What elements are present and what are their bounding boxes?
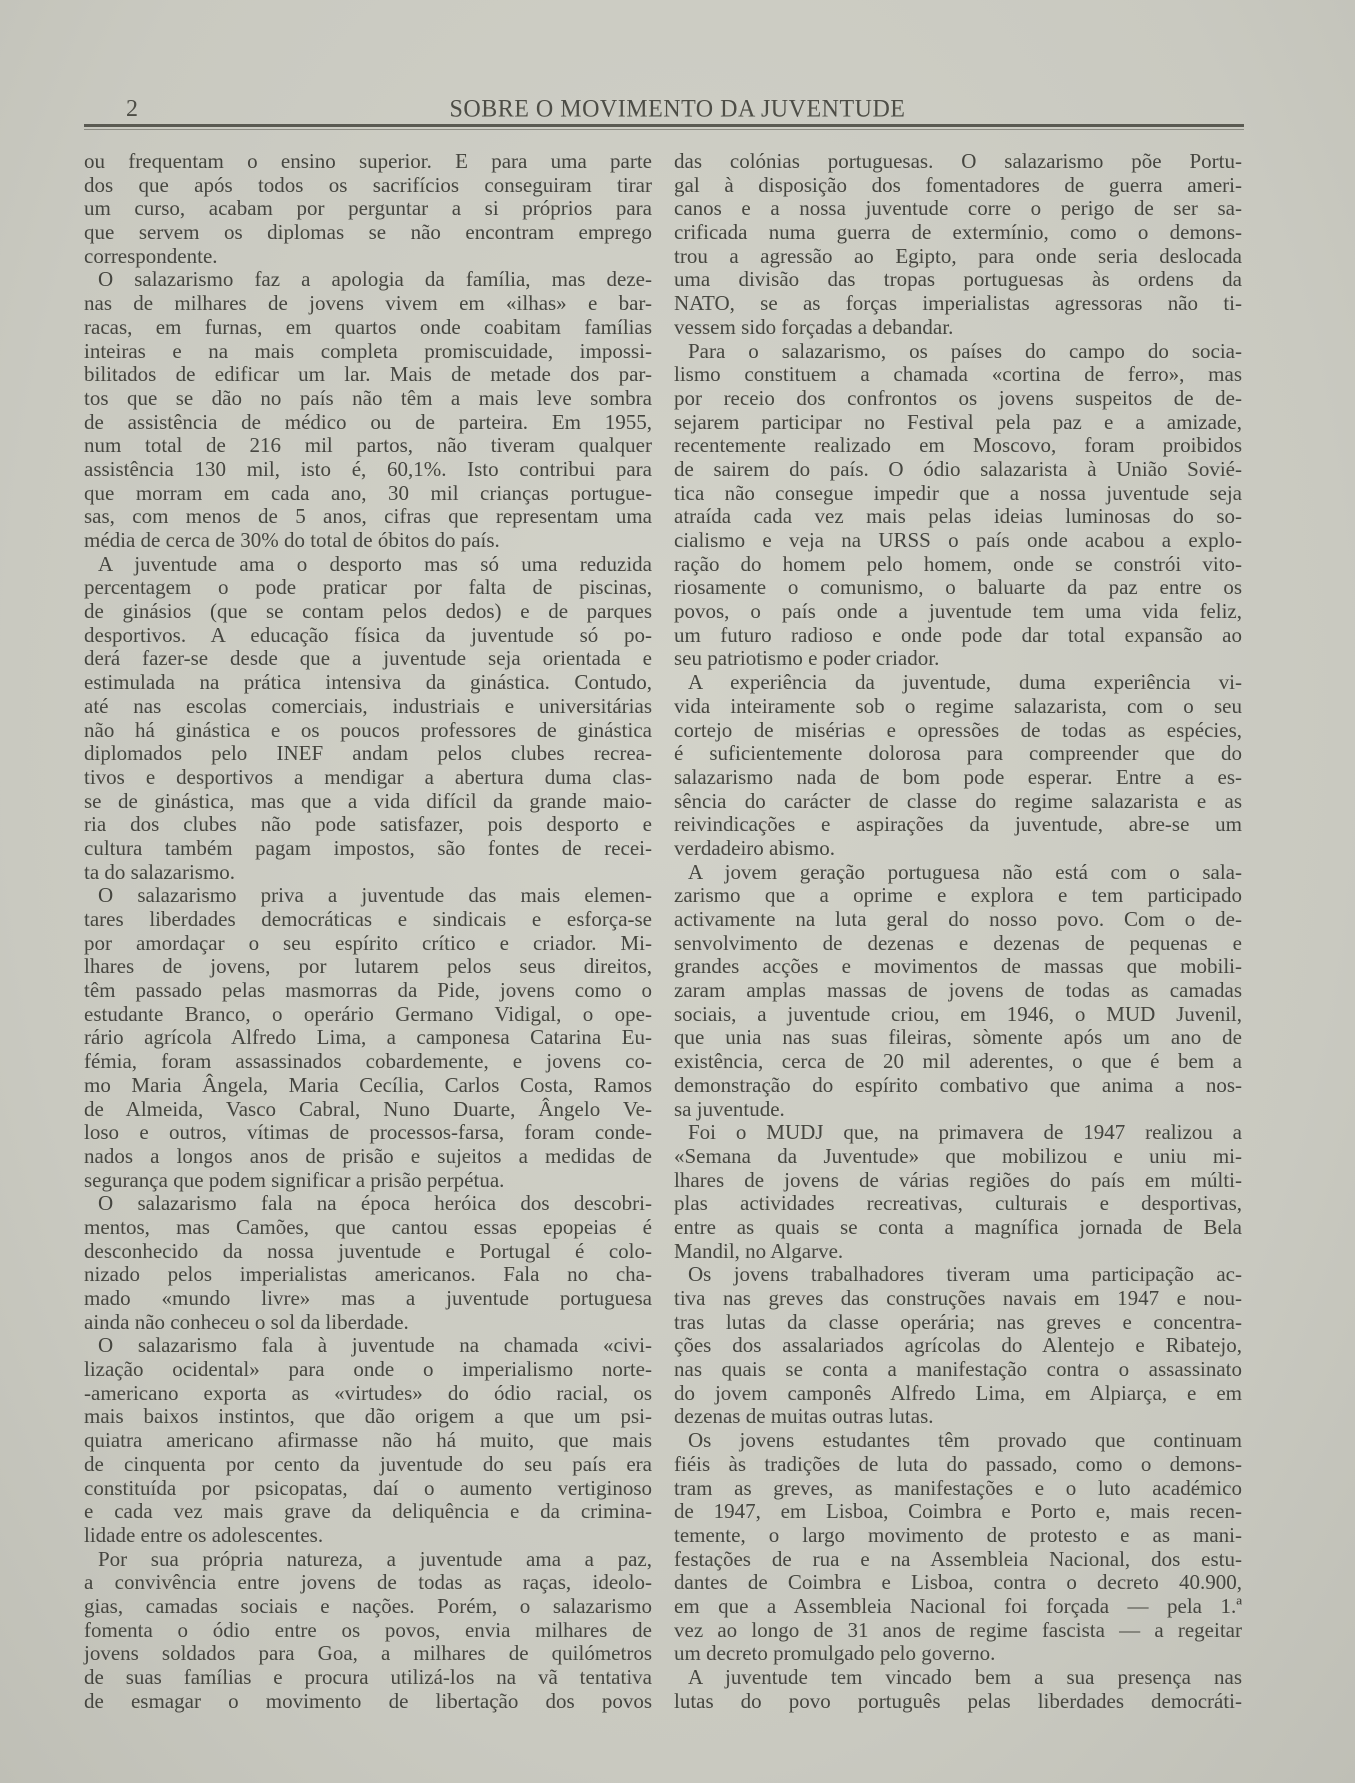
text-line: fomenta o ódio entre os povos, envia milhares de [84,1617,652,1642]
text-line: de 1947, em Lisboa, Coimbra e Porto e, mais recen- [674,1499,1242,1524]
text-line: nizado pelos imperialistas americanos. Fala no cha- [84,1262,652,1287]
page-title: SOBRE O MOVIMENTO DA JUVENTUDE [449,95,906,123]
text-line: «Semana da Juventude» que mobilizou e uniu mi- [674,1143,1242,1168]
text-line: A juventude ama o desporto mas só uma reduzida [98,551,652,576]
text-line: num total de 216 mil partos, não tiveram qualquer [84,433,652,458]
text-line: fiéis às tradições de luta do passado, como o demons- [674,1451,1242,1476]
paragraph [84,1548,652,1714]
text-line: mais baixos instintos, que dão origem a que um psi- [84,1404,652,1429]
text-line: gal à disposição dos fomentadores de guerra ameri- [674,172,1242,197]
header-rule-thin [84,129,1244,130]
paragraph [674,1666,1242,1713]
text-line: cialismo e veja na URSS o país onde acabou a explo- [674,528,1242,552]
paragraph [84,553,652,885]
text-line: bilitados de edificar um lar. Mais de metade dos par- [84,362,652,387]
text-line: O salazarismo priva a juventude das mais elemen- [98,883,652,908]
text-line: O salazarismo fala à juventude na chamada «civi- [98,1333,652,1358]
text-line: sociais, a juventude criou, em 1946, o MUD Juvenil, [674,1001,1242,1026]
text-line: rário agrícola Alfredo Lima, a camponesa Catarina Eu- [84,1025,652,1050]
text-line: de suas famílias e procura utilizá-los na vã tentativa [84,1665,652,1689]
text-line: crificada numa guerra de extermínio, como o demons- [674,220,1242,245]
text-line: tos que se dão no país não têm a mais leve sombra [84,385,652,410]
text-line: desconhecido da nossa juventude e Portugal é colo- [84,1238,652,1263]
paragraph [674,671,1242,861]
text-line: mo Maria Ângela, Maria Cecília, Carlos Costa, Ramos [84,1072,652,1097]
text-line: NATO, se as forças imperialistas agressoras não ti- [674,291,1242,316]
text-line: nas quais se conta a manifestação contra o assassinato [674,1357,1242,1382]
text-line: plas actividades recreativas, culturais e desportivas, [674,1191,1242,1216]
text-line: reivindicações e aspirações da juventude, abre-se um [674,812,1242,837]
text-line: senvolvimento de dezenas e dezenas de pequenas e [674,930,1242,955]
text-line: que unia nas suas fileiras, sòmente após um ano de [674,1025,1242,1050]
paragraph [674,1429,1242,1666]
text-line: activamente na luta geral do nosso povo. Com o de- [674,907,1242,931]
text-line: recentemente realizado em Moscovo, foram proibidos [674,433,1242,458]
text-line: jovens soldados para Goa, a milhares de quilómetros [84,1641,652,1666]
text-line: média de cerca de 30% do total de óbitos do país. [84,528,500,552]
text-line: sas, com menos de 5 anos, cifras que representam uma [84,504,652,529]
text-line: percentagem o pode praticar por falta de piscinas, [84,575,652,600]
text-line: ria dos clubes não pode satisfazer, pois desporto e [84,812,652,837]
text-line: tram as greves, as manifestações e o luto académico [674,1475,1242,1500]
text-line: demonstração do espírito combativo que anima a nos- [674,1072,1242,1097]
text-line: grandes acções e movimentos de massas que mobili- [674,954,1242,979]
text-line: que servem os diplomas se não encontram emprego [84,220,652,245]
text-line: não há ginástica e os poucos professores de ginástica [84,717,652,742]
paragraph [674,150,1242,340]
text-line: uma divisão das tropas portuguesas às ordens da [674,267,1242,292]
text-line: existência, cerca de 20 mil aderentes, o que é bem a [674,1049,1242,1074]
header-rule [84,124,1244,127]
paragraph [674,861,1242,1122]
text-line: seu patriotismo e poder criador. [674,646,940,671]
text-line: ainda não conheceu o sol da liberdade. [84,1309,409,1334]
text-line: lização ocidental» para onde o imperialismo norte- [84,1357,652,1382]
text-line: A juventude tem vincado bem a sua presença nas [688,1665,1242,1689]
text-line: dezenas de muitas outras lutas. [674,1404,934,1429]
text-line: um futuro radioso e onde pode dar total expansão ao [674,622,1242,647]
text-line: dos que após todos os sacrifícios conseguiram tirar [84,172,652,197]
text-line: salazarismo nada de bom pode esperar. Entre a es- [674,764,1242,789]
text-line: Mandil, no Algarve. [674,1238,844,1263]
text-line: de Almeida, Vasco Cabral, Nuno Duarte, Ângelo Ve- [84,1096,652,1121]
text-line: verdadeiro abismo. [674,835,835,860]
text-line: cortejo de misérias e opressões de todas as espécies, [674,717,1242,742]
text-line: trou a agressão ao Egipto, para onde seria deslocada [674,243,1242,268]
text-line: tares liberdades democráticas e sindicais e esforça-se [84,907,652,931]
text-line: fémia, foram assassinados cobardemente, e jovens co- [84,1049,652,1074]
text-line: estudante Branco, o operário Germano Vidigal, o ope- [84,1001,652,1026]
text-line: constituída por psicopatas, daí o aumento vertiginoso [84,1475,652,1500]
paragraph [84,1334,652,1547]
text-line: lidade entre os adolescentes. [84,1522,324,1547]
text-line: sa juventude. [674,1096,785,1121]
text-line: vida inteiramente sob o regime salazarista, com o seu [674,693,1242,718]
text-line: vez ao longo de 31 anos de regime fascista — a regeitar [674,1617,1242,1642]
text-line: ta do salazarismo. [84,859,236,884]
text-line: loso e outros, vítimas de processos-farsa, foram conde- [84,1120,652,1145]
text-line: vessem sido forçadas a debandar. [674,314,954,339]
page-number: 2 [126,96,138,122]
text-line: das colónias portuguesas. O salazarismo põe Portu- [674,149,1242,173]
text-line: de sairem do país. O ódio salazarista à União Sovié- [674,456,1242,481]
text-line: temente, o largo movimento de protesto e as mani- [674,1522,1242,1547]
text-line: -americano exporta as «virtudes» do ódio racial, os [84,1380,652,1405]
paragraph [84,884,652,1192]
text-line: lismo constituem a chamada «cortina de ferro», mas [674,362,1242,387]
text-line: tiva nas greves das construções navais em 1947 e nou- [674,1286,1242,1310]
text-line: riosamente o comunismo, o baluarte da paz entre os [674,575,1242,600]
text-line: ração do homem pelo homem, onde se constrói vito- [674,551,1242,576]
text-line: assistência 130 mil, isto é, 60,1%. Isto contribui para [84,456,652,481]
text-line: correspondente. [84,243,218,268]
text-line: cultura também pagam impostos, são fontes de recei- [84,835,652,860]
text-line: Para o salazarismo, os países do campo do socia- [688,338,1242,363]
text-line: derá fazer-se desde que a juventude seja orientada e [84,646,652,671]
text-line: atraída cada vez mais pelas ideias luminosas do so- [674,504,1242,529]
text-line: A experiência da juventude, duma experiência vi- [688,670,1242,695]
text-line: nados a longos anos de prisão e sujeitos a medidas de [84,1143,652,1168]
text-line: festações de rua e na Assembleia Nacional, dos estu- [674,1546,1242,1571]
text-line: tica não consegue impedir que a nossa juventude seja [674,480,1242,505]
text-line: a convivência entre jovens de todas as raças, ideolo- [84,1570,652,1595]
text-line: de cinquenta por cento da juventude do seu país era [84,1451,652,1476]
text-line: Por sua própria natureza, a juventude ama a paz, [98,1546,652,1571]
text-line: O salazarismo fala na época heróica dos descobri- [98,1191,652,1216]
text-line: e cada vez mais grave da deliquência e da crimina- [84,1499,652,1524]
text-line: canos e a nossa juventude corre o perigo de ser sa- [674,196,1242,221]
paragraph [674,1121,1242,1263]
text-line: Foi o MUDJ que, na primavera de 1947 realizou a [688,1120,1242,1145]
text-line: lhares de jovens, por lutarem pelos seus direitos, [84,954,652,979]
text-line: tras lutas da classe operária; nas greves e concentra- [674,1309,1242,1334]
text-line: de ginásios (que se contam pelos dedos) e de parques [84,599,652,624]
left-text-column [84,150,652,1713]
text-line: dantes de Coimbra e Lisboa, contra o decreto 40.900, [674,1570,1242,1595]
text-line: Os jovens estudantes têm provado que continuam [688,1428,1242,1453]
text-line: nas de milhares de jovens vivem em «ilhas» e bar- [84,291,652,316]
text-line: se de ginástica, mas que a vida difícil da grande maio- [84,788,652,813]
text-line: lhares de jovens de várias regiões do país em múlti- [674,1167,1242,1192]
text-line: O salazarismo faz a apologia da família, mas deze- [98,267,652,292]
text-line: segurança que podem significar a prisão perpétua. [84,1167,505,1192]
text-line: um curso, acabam por perguntar a si próprios para [84,196,652,221]
text-line: ou frequentam o ensino superior. E para uma parte [84,149,652,173]
text-line: quiatra americano afirmasse não há muito, que mais [84,1428,652,1453]
text-line: lutas do povo português pelas liberdades democráti- [674,1688,1242,1713]
text-line: entre as quais se conta a magnífica jornada de Bela [674,1214,1242,1239]
text-line: de assistência de médico ou de parteira. Em 1955, [84,409,652,434]
text-line: desportivos. A educação física da juventude só po- [84,622,652,647]
text-line: inteiras e na mais completa promiscuidade, impossi- [84,338,652,363]
text-line: Os jovens trabalhadores tiveram uma participação ac- [688,1262,1242,1287]
text-line: de esmagar o movimento de libertação dos povos [84,1688,652,1713]
text-line: um decreto promulgado pelo governo. [674,1641,996,1666]
text-line: tivos e desportivos a mendigar a abertura duma clas- [84,764,652,789]
text-line: zarismo que a oprime e explora e tem participado [674,883,1242,908]
paragraph [674,1263,1242,1429]
text-line: mado «mundo livre» mas a juventude portuguesa [84,1286,652,1310]
text-line: até nas escolas comerciais, industriais e universitárias [84,693,652,718]
text-line: em que a Assembleia Nacional foi forçada — pela 1.ª [674,1593,1242,1618]
paragraph [84,150,652,268]
text-line: diplomados pelo INEF andam pelos clubes recrea- [84,741,652,766]
text-line: é suficientemente dolorosa para compreender que do [674,741,1242,766]
text-line: povos, o país onde a juventude tem uma vida feliz, [674,599,1242,624]
text-line: ções dos assalariados agrícolas do Alentejo e Ribatejo, [674,1333,1242,1358]
text-line: zaram amplas massas de jovens de todas as camadas [674,978,1242,1003]
text-line: sejarem participar no Festival pela paz e a amizade, [674,409,1242,434]
text-line: A jovem geração portuguesa não está com o sala- [688,859,1242,884]
text-line: que morram em cada ano, 30 mil crianças portugue- [84,480,652,505]
text-line: têm passado pelas masmorras da Pide, jovens como o [84,978,652,1003]
paragraph [84,268,652,552]
paragraph [674,340,1242,672]
text-line: do jovem camponês Alfredo Lima, em Alpiarça, e em [674,1380,1242,1405]
text-line: racas, em furnas, em quartos onde coabitam famílias [84,314,652,339]
text-line: sência do carácter de classe do regime salazarista e as [674,788,1242,813]
text-line: por receio dos confrontos os jovens suspeitos de de- [674,385,1242,410]
text-line: estimulada na prática intensiva da ginástica. Contudo, [84,670,652,695]
right-text-column [674,150,1242,1713]
text-line: mentos, mas Camões, que cantou essas epopeias é [84,1214,652,1239]
paragraph [84,1192,652,1334]
text-line: por amordaçar o seu espírito crítico e criador. Mi- [84,930,652,955]
text-line: gias, camadas sociais e nações. Porém, o salazarismo [84,1593,652,1618]
